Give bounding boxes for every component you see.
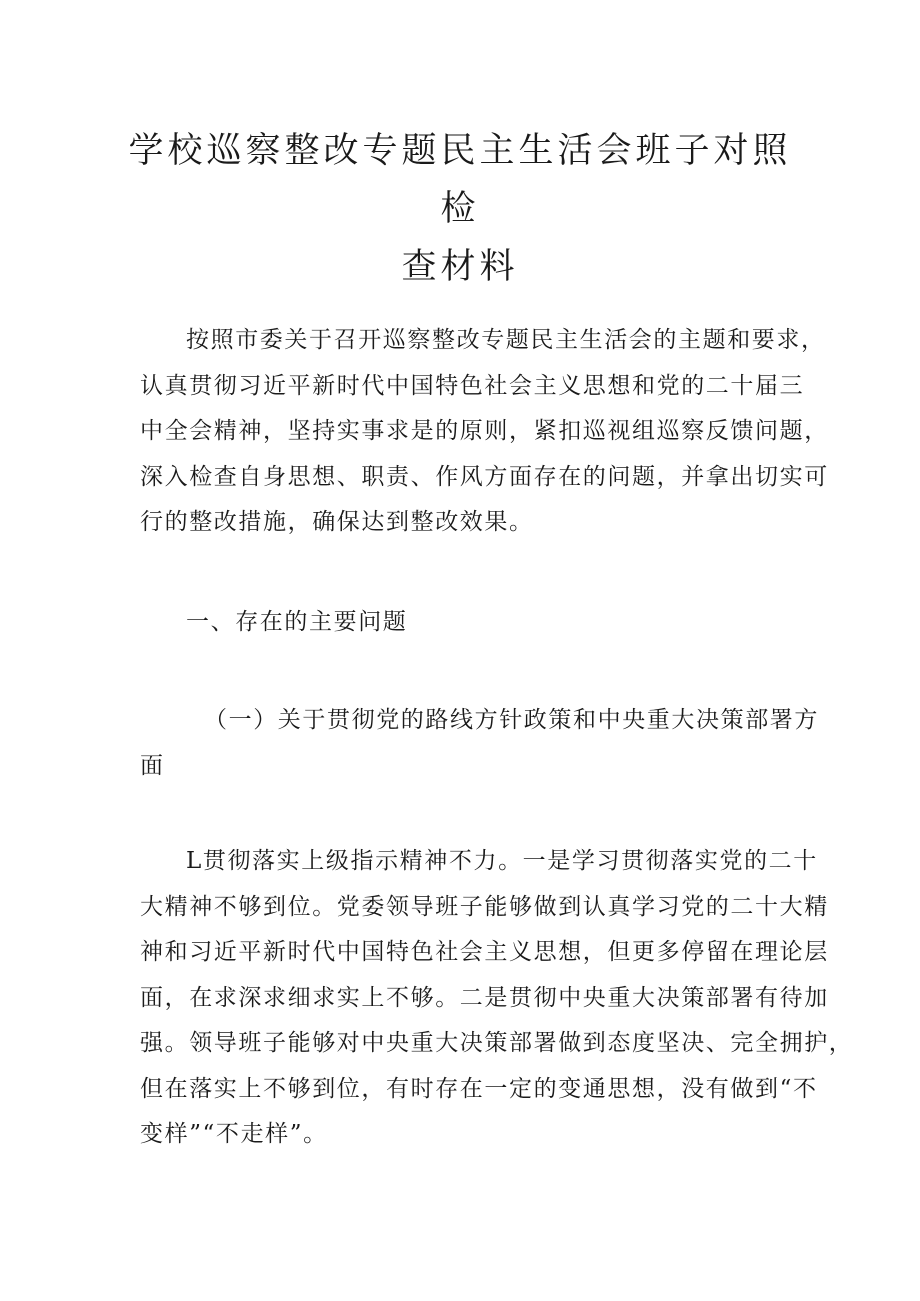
document-title	[120, 122, 800, 296]
body-line: 面，在求深求细求实上不够。二是贯彻中央重大决策部署有待加	[140, 984, 829, 1011]
body-line: 变样”“不走样”。	[140, 1121, 328, 1147]
intro-line: 深入检查自身思想、职责、作风方面存在的问题，并拿出切实可	[140, 463, 829, 490]
body-line: 神和习近平新时代中国特色社会主义思想，但更多停留在理论层	[140, 939, 829, 965]
body-line: 但在落实上不够到位，有时存在一定的变通思想，没有做到“不	[140, 1075, 818, 1102]
body-line: 大精神不够到位。党委领导班子能够做到认真学习党的二十大精	[140, 893, 829, 920]
section-heading-text: 一、存在的主要问题	[186, 609, 408, 635]
title-line-1: 学校巡察整改专题民主生活会班子对照检	[128, 131, 792, 229]
subsection-heading	[140, 698, 819, 789]
section-heading	[140, 600, 785, 646]
intro-line: 中全会精神，坚持实事求是的原则，紧扣巡视组巡察反馈问题，	[140, 418, 829, 444]
intro-line: 按照市委关于召开巡察整改专题民主生活会的主题和要求，	[186, 327, 826, 353]
subsection-line: （一）关于贯彻党的路线方针政策和中央重大决策部署方	[204, 707, 819, 733]
intro-paragraph	[140, 318, 829, 546]
title-line-2: 查材料	[401, 247, 519, 287]
body-line: 强。领导班子能够对中央重大决策部署做到态度坚决、完全拥护，	[140, 1030, 854, 1056]
subsection-line: 面	[140, 752, 165, 779]
intro-line: 认真贯彻习近平新时代中国特色社会主义思想和党的二十届三	[140, 372, 805, 399]
body-paragraph	[140, 839, 854, 1158]
body-line: L贯彻落实上级指示精神不力。一是学习贯彻落实党的二十	[186, 848, 818, 874]
intro-line: 行的整改措施，确保达到整改效果。	[140, 509, 534, 535]
